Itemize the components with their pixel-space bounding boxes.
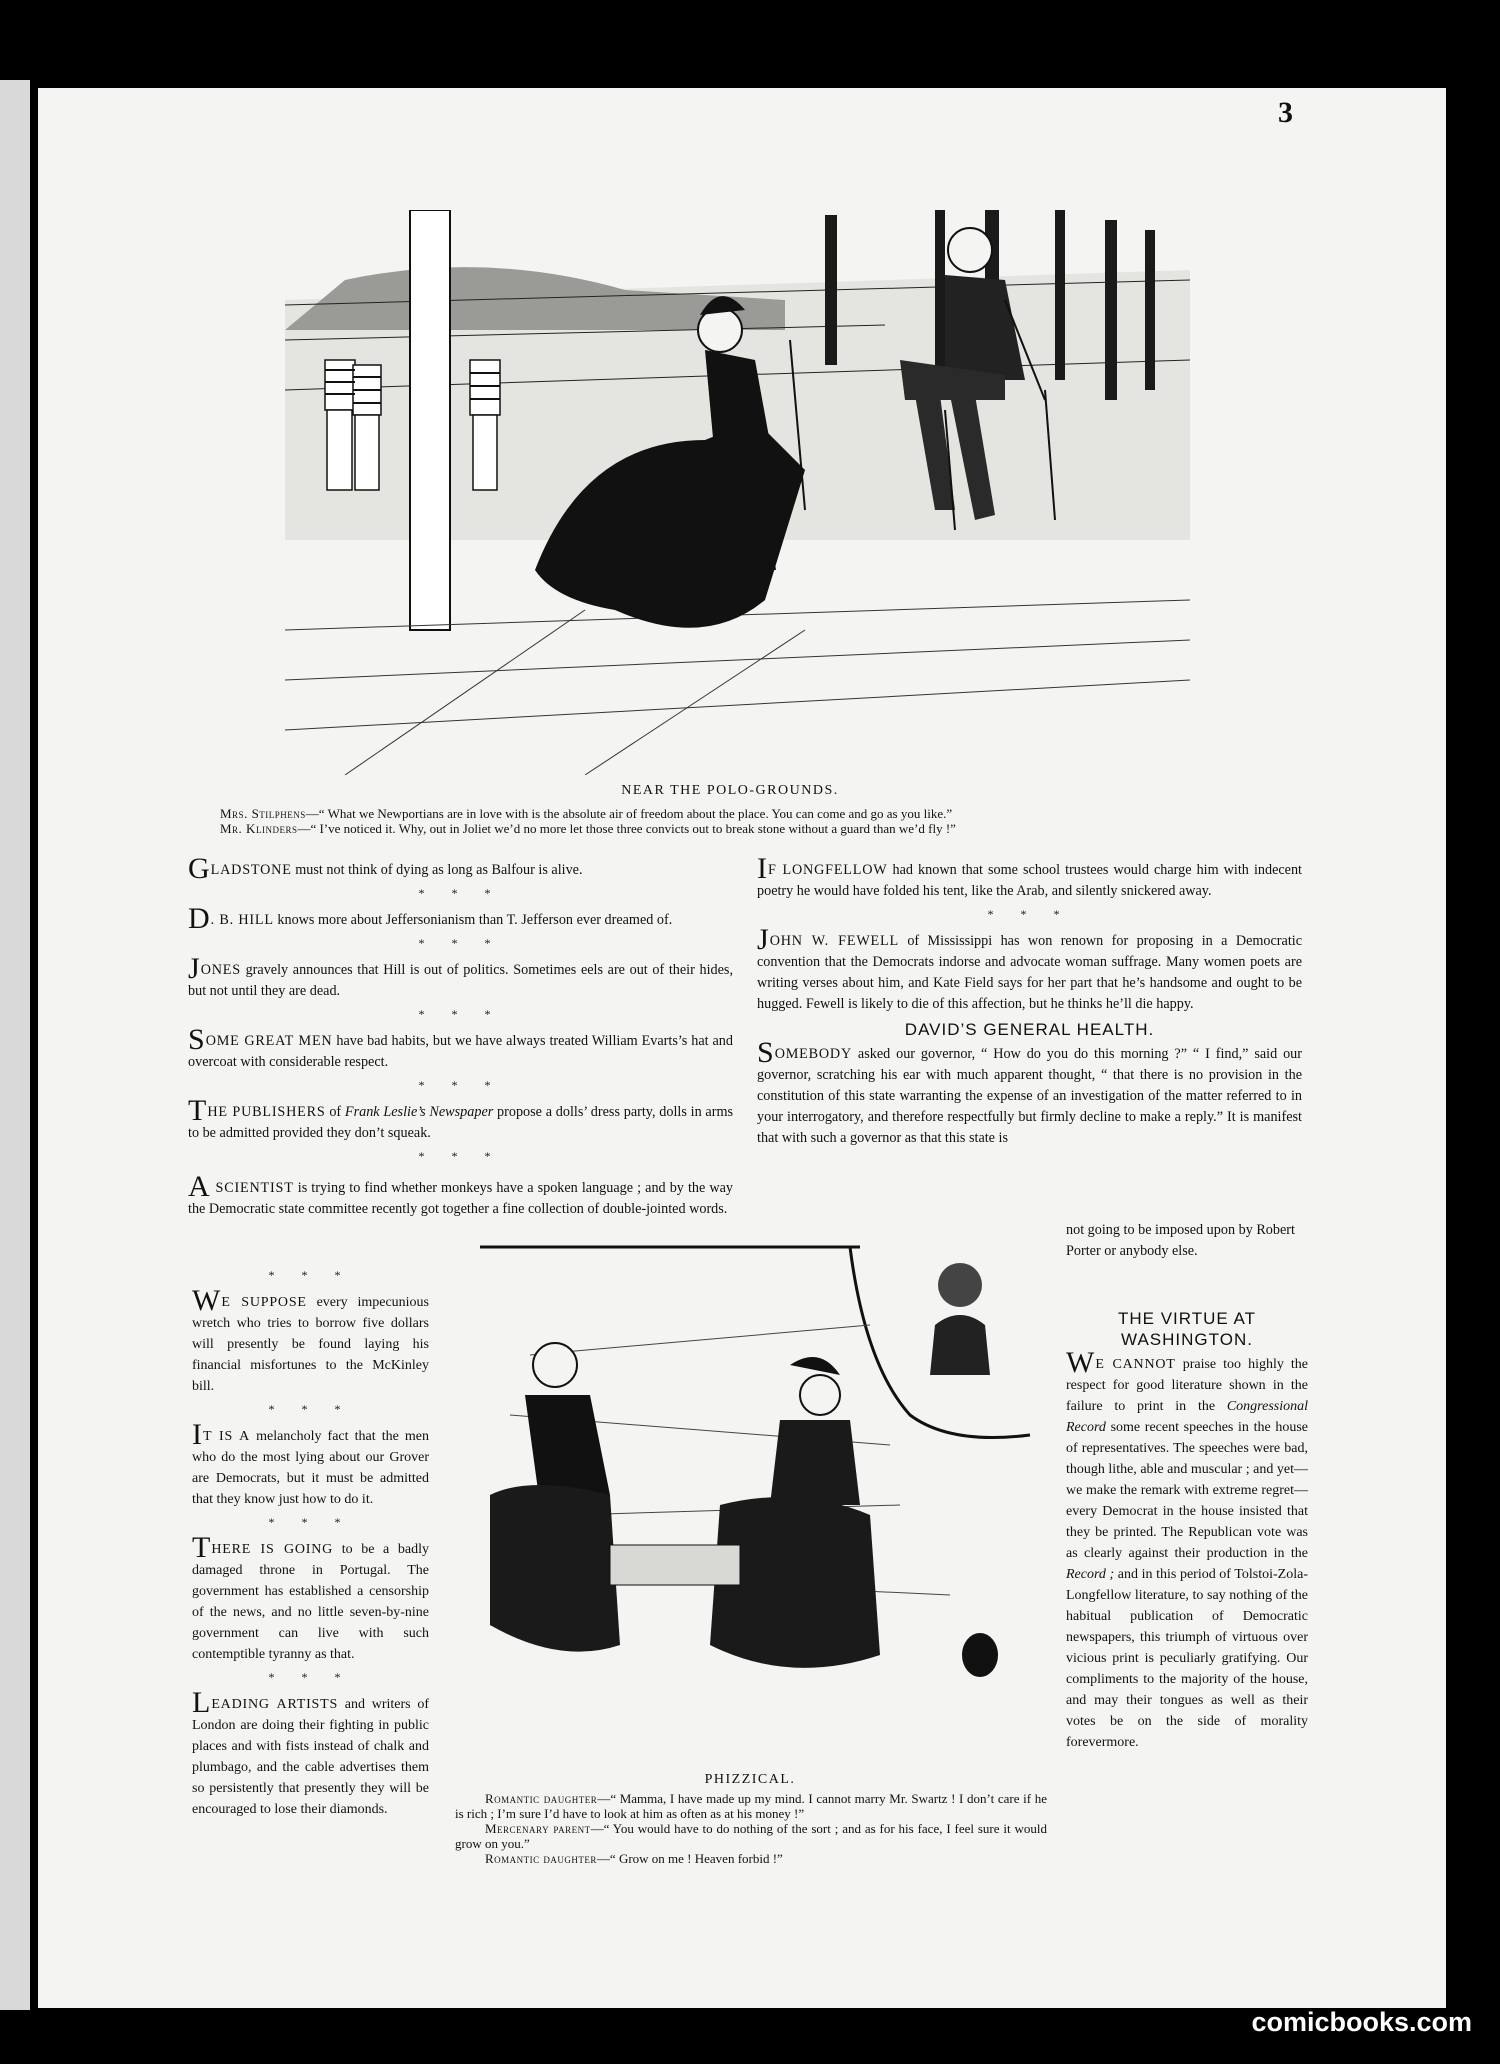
right-column — [757, 852, 1302, 1151]
paragraph-fewell: JOHN W. FEWELL of Mississippi has won renown for proposing in a Democratic convention that the Democrats indorse and advocate woman suffrage. Many women poets are writing verses about him, and Kate Field says for her part that he’s handsome and ought to be hugged. Fewell is likely to die of this affection, but he thinks he’ll die happy. — [757, 923, 1302, 1012]
caption-line: —“ I’ve noticed it. Why, out in Joliet we’d no more let those three convicts out to break stone without a guard than we’d fly !” — [297, 821, 956, 836]
caption-speaker: Mrs. Stilphens — [220, 806, 306, 821]
paragraph-suppose: WE SUPPOSE every impecunious wretch who tries to borrow five dollars will presently be found laying his financial misfortunes to the McKinley bill. — [192, 1284, 430, 1394]
separator-stars: * * * — [418, 936, 503, 950]
phizzical-illustration — [470, 1245, 1050, 1725]
caption-line: —“ What we Newportians are in love with is the absolute air of freedom about the place. You can come and go as you like.” — [305, 806, 953, 821]
left-column — [188, 852, 734, 1173]
bottom-illustration-caption: Romantic daughter—“ Mamma, I have made up my mind. I cannot marry Mr. Swartz ! I don’t care if he is rich ; I’m sure I’d have to look at him as often as at his money !” Mercenary parent—“ You would have to do nothing of the sort ; and as for his face, I feel sure it would grow on you.” Romantic daughter—“ Grow on me ! Heaven forbid !” — [455, 1791, 1047, 1866]
virtue-heading: THE VIRTUE AT WASHINGTON. — [1117, 1309, 1256, 1349]
paragraph-longfellow: IF LONGFELLOW had known that some school trustees would charge him with indecent poetry he would have folded his tent, like the Arab, and silently snickered away. — [757, 852, 1302, 899]
separator-stars: * * * — [268, 1402, 353, 1416]
separator-stars: * * * — [418, 1078, 503, 1092]
virtue-column — [1066, 1304, 1308, 1755]
paragraph-artists: LEADING ARTISTS and writers of London are doing their fighting in public places and with fists instead of chalk and plumbago, and the cable advertises them so persistently that presently they will be encouraged to lose their diamonds. — [192, 1686, 429, 1817]
paragraph-gladstone: GLADSTONE must not think of dying as long as Balfour is alive. — [188, 852, 583, 885]
davids-health-heading: DAVID’S GENERAL HEALTH. — [904, 1020, 1155, 1039]
paragraph-great-men: SOME GREAT MEN have bad habits, but we have always treated William Evarts’s hat and overcoat with considerable respect. — [188, 1023, 733, 1070]
narrow-column — [192, 1263, 429, 1822]
paragraph-portugal: THERE IS GOING to be a badly damaged throne in Portugal. The government has established a censorship of the news, and no little seven-by-nine government can live with such contemptible tyranny as that. — [192, 1531, 429, 1662]
caption-speaker: Mr. Klinders — [220, 821, 298, 836]
polo-grounds-illustration — [285, 210, 1190, 775]
paragraph-virtue: WE CANNOT praise too highly the respect for good literature shown in the failure to print in the Congressional Record some recent speeches in the house of representatives. The speeches were bad, though lithe, able and muscular ; and yet—we make the remark with extreme regret—every Democrat in the house insisted that they be printed. The Republican vote was as clearly against their production in the Record ; and in this period of Tolstoi-Zola-Longfellow literature, to say nothing of the habitual publication of Democratic newspapers, this triumph of virtuous over vicious print is peculiarly gratifying. Our compliments to the majority of the house, and may their tongues as well as their votes be on the side of morality forevermore. — [1066, 1346, 1308, 1750]
davids-health-continued: not going to be imposed upon by Robert Porter or anybody else. — [1066, 1222, 1295, 1259]
bottom-illustration-title: PHIZZICAL. — [704, 1772, 796, 1787]
paragraph-jones: JONES gravely announces that Hill is out of politics. Sometimes eels are out of their hides, but not until they are dead. — [188, 952, 733, 999]
paragraph-hill: D. B. HILL knows more about Jeffersonianism than T. Jefferson ever dreamed of. — [188, 902, 673, 935]
separator-stars: * * * — [987, 907, 1072, 921]
paragraph-melancholy: IT IS A melancholy fact that the men who do the most lying about our Grover are Democrats, but it must be admitted that they know just how to do it. — [192, 1418, 429, 1507]
adjacent-page-edge — [0, 80, 30, 2010]
separator-stars: * * * — [418, 1149, 503, 1163]
watermark: comicbooks.com — [1251, 2007, 1472, 2037]
separator-stars: * * * — [268, 1515, 353, 1529]
separator-stars: * * * — [268, 1670, 353, 1684]
page-number: 3 — [1278, 96, 1293, 129]
paragraph-publishers: THE PUBLISHERS of Frank Leslie’s Newspaper propose a dolls’ dress party, dolls in arms to be admitted provided they don’t squeak. — [188, 1094, 734, 1141]
top-illustration-title: NEAR THE POLO-GROUNDS. — [621, 783, 839, 798]
top-illustration-caption — [220, 806, 1300, 836]
separator-stars: * * * — [268, 1268, 353, 1282]
separator-stars: * * * — [418, 886, 503, 900]
scientist-paragraph: A SCIENTIST is trying to find whether monkeys have a spoken language ; and by the way the Democratic state committee recently got together a fine collection of double-jointed words. — [188, 1170, 733, 1217]
separator-stars: * * * — [418, 1007, 503, 1021]
paragraph-somebody: SOMEBODY asked our governor, “ How do you do this morning ?” “ I find,” said our governor, scratching his ear with much apparent thought, “ that there is no provision in the constitution of this state warranting the expense of an investigation of the matter referred to in your interrogatory, and therefore respectfully but firmly decline to make a reply.” It is manifest that with such a governor as that this state is — [757, 1036, 1302, 1146]
